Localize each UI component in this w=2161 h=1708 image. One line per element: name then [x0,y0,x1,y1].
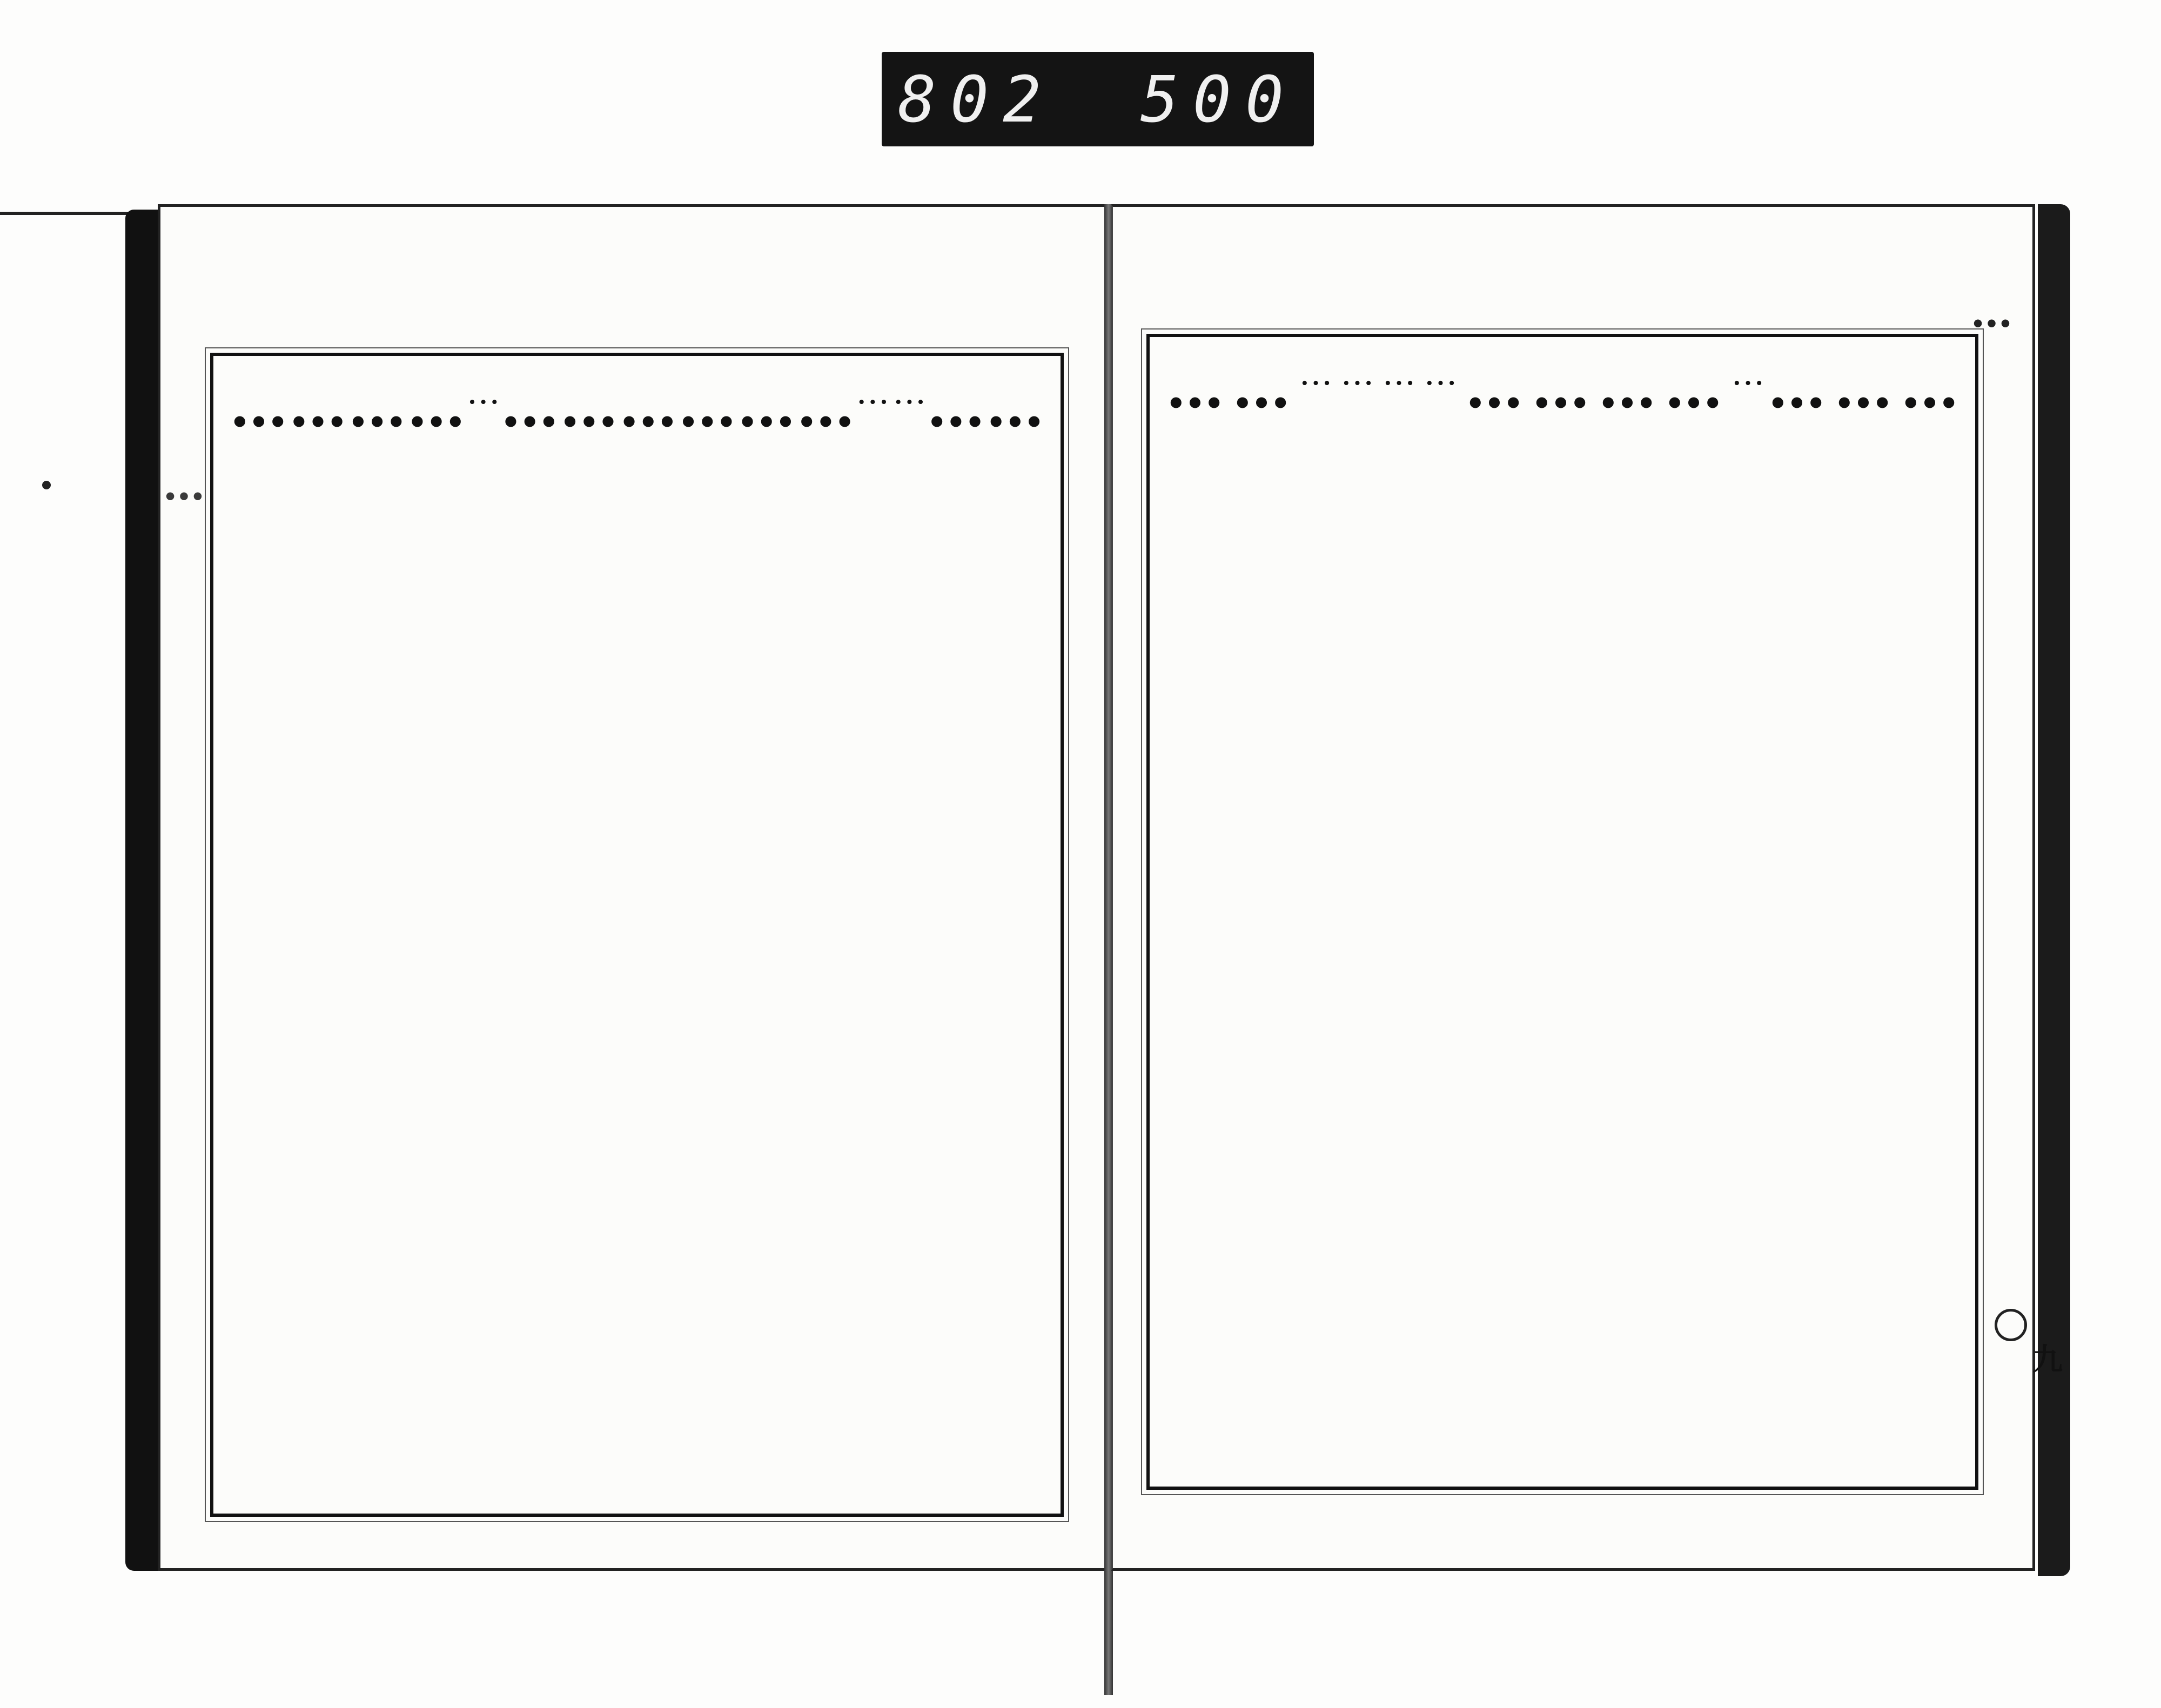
folio-marker [1995,1309,2027,1341]
open-book [125,193,2070,1587]
annotation-column-pair [853,372,929,1497]
left-page-text-frame [210,353,1064,1517]
scan-edge-rule [0,212,135,215]
left-page-columns [225,372,1049,1497]
right-page [1111,204,2063,1571]
text-column: … [1829,353,1897,426]
film-number-right: 500 [1140,62,1298,137]
annotation-column: … [1421,353,1460,395]
text-column: … [1460,353,1528,426]
microfilm-frame-label [882,52,1314,146]
annotation-column: … [853,372,892,414]
right-page-running-title: … [1967,288,2016,342]
text-column-with-note [1728,353,1831,1470]
text-column: … [495,372,564,445]
text-column: … [1593,353,1661,426]
annotation-column: … [889,372,929,414]
text-column: … [791,372,860,445]
text-column: … [922,372,990,445]
text-column: … [225,372,293,445]
annotation-column: … [1728,353,1768,395]
text-column: … [1660,353,1728,426]
text-column: … [343,372,412,445]
text-column: … [284,372,352,445]
text-column: … [732,372,801,445]
text-column: … [673,372,742,445]
text-column: … [1896,353,1964,426]
film-number-left: 802 [898,62,1056,137]
text-column: … [1161,353,1229,426]
annotation-column: … [1296,353,1335,395]
text-column: … [1763,353,1831,426]
annotation-column: … [1338,353,1377,395]
annotation-column: … [464,372,504,414]
left-page-running-title: … [159,461,209,515]
ink-speck [42,481,51,489]
right-page-columns [1161,353,1964,1470]
annotation-column: … [1379,353,1419,395]
left-page [158,204,1109,1571]
folio-number: 九 [2032,1342,2063,1377]
text-column: … [981,372,1049,445]
right-page-text-frame [1146,334,1978,1490]
text-column: … [1527,353,1595,426]
text-column: … [1227,353,1296,426]
text-column: … [614,372,682,445]
text-column: … [555,372,623,445]
text-column: … [402,372,471,445]
